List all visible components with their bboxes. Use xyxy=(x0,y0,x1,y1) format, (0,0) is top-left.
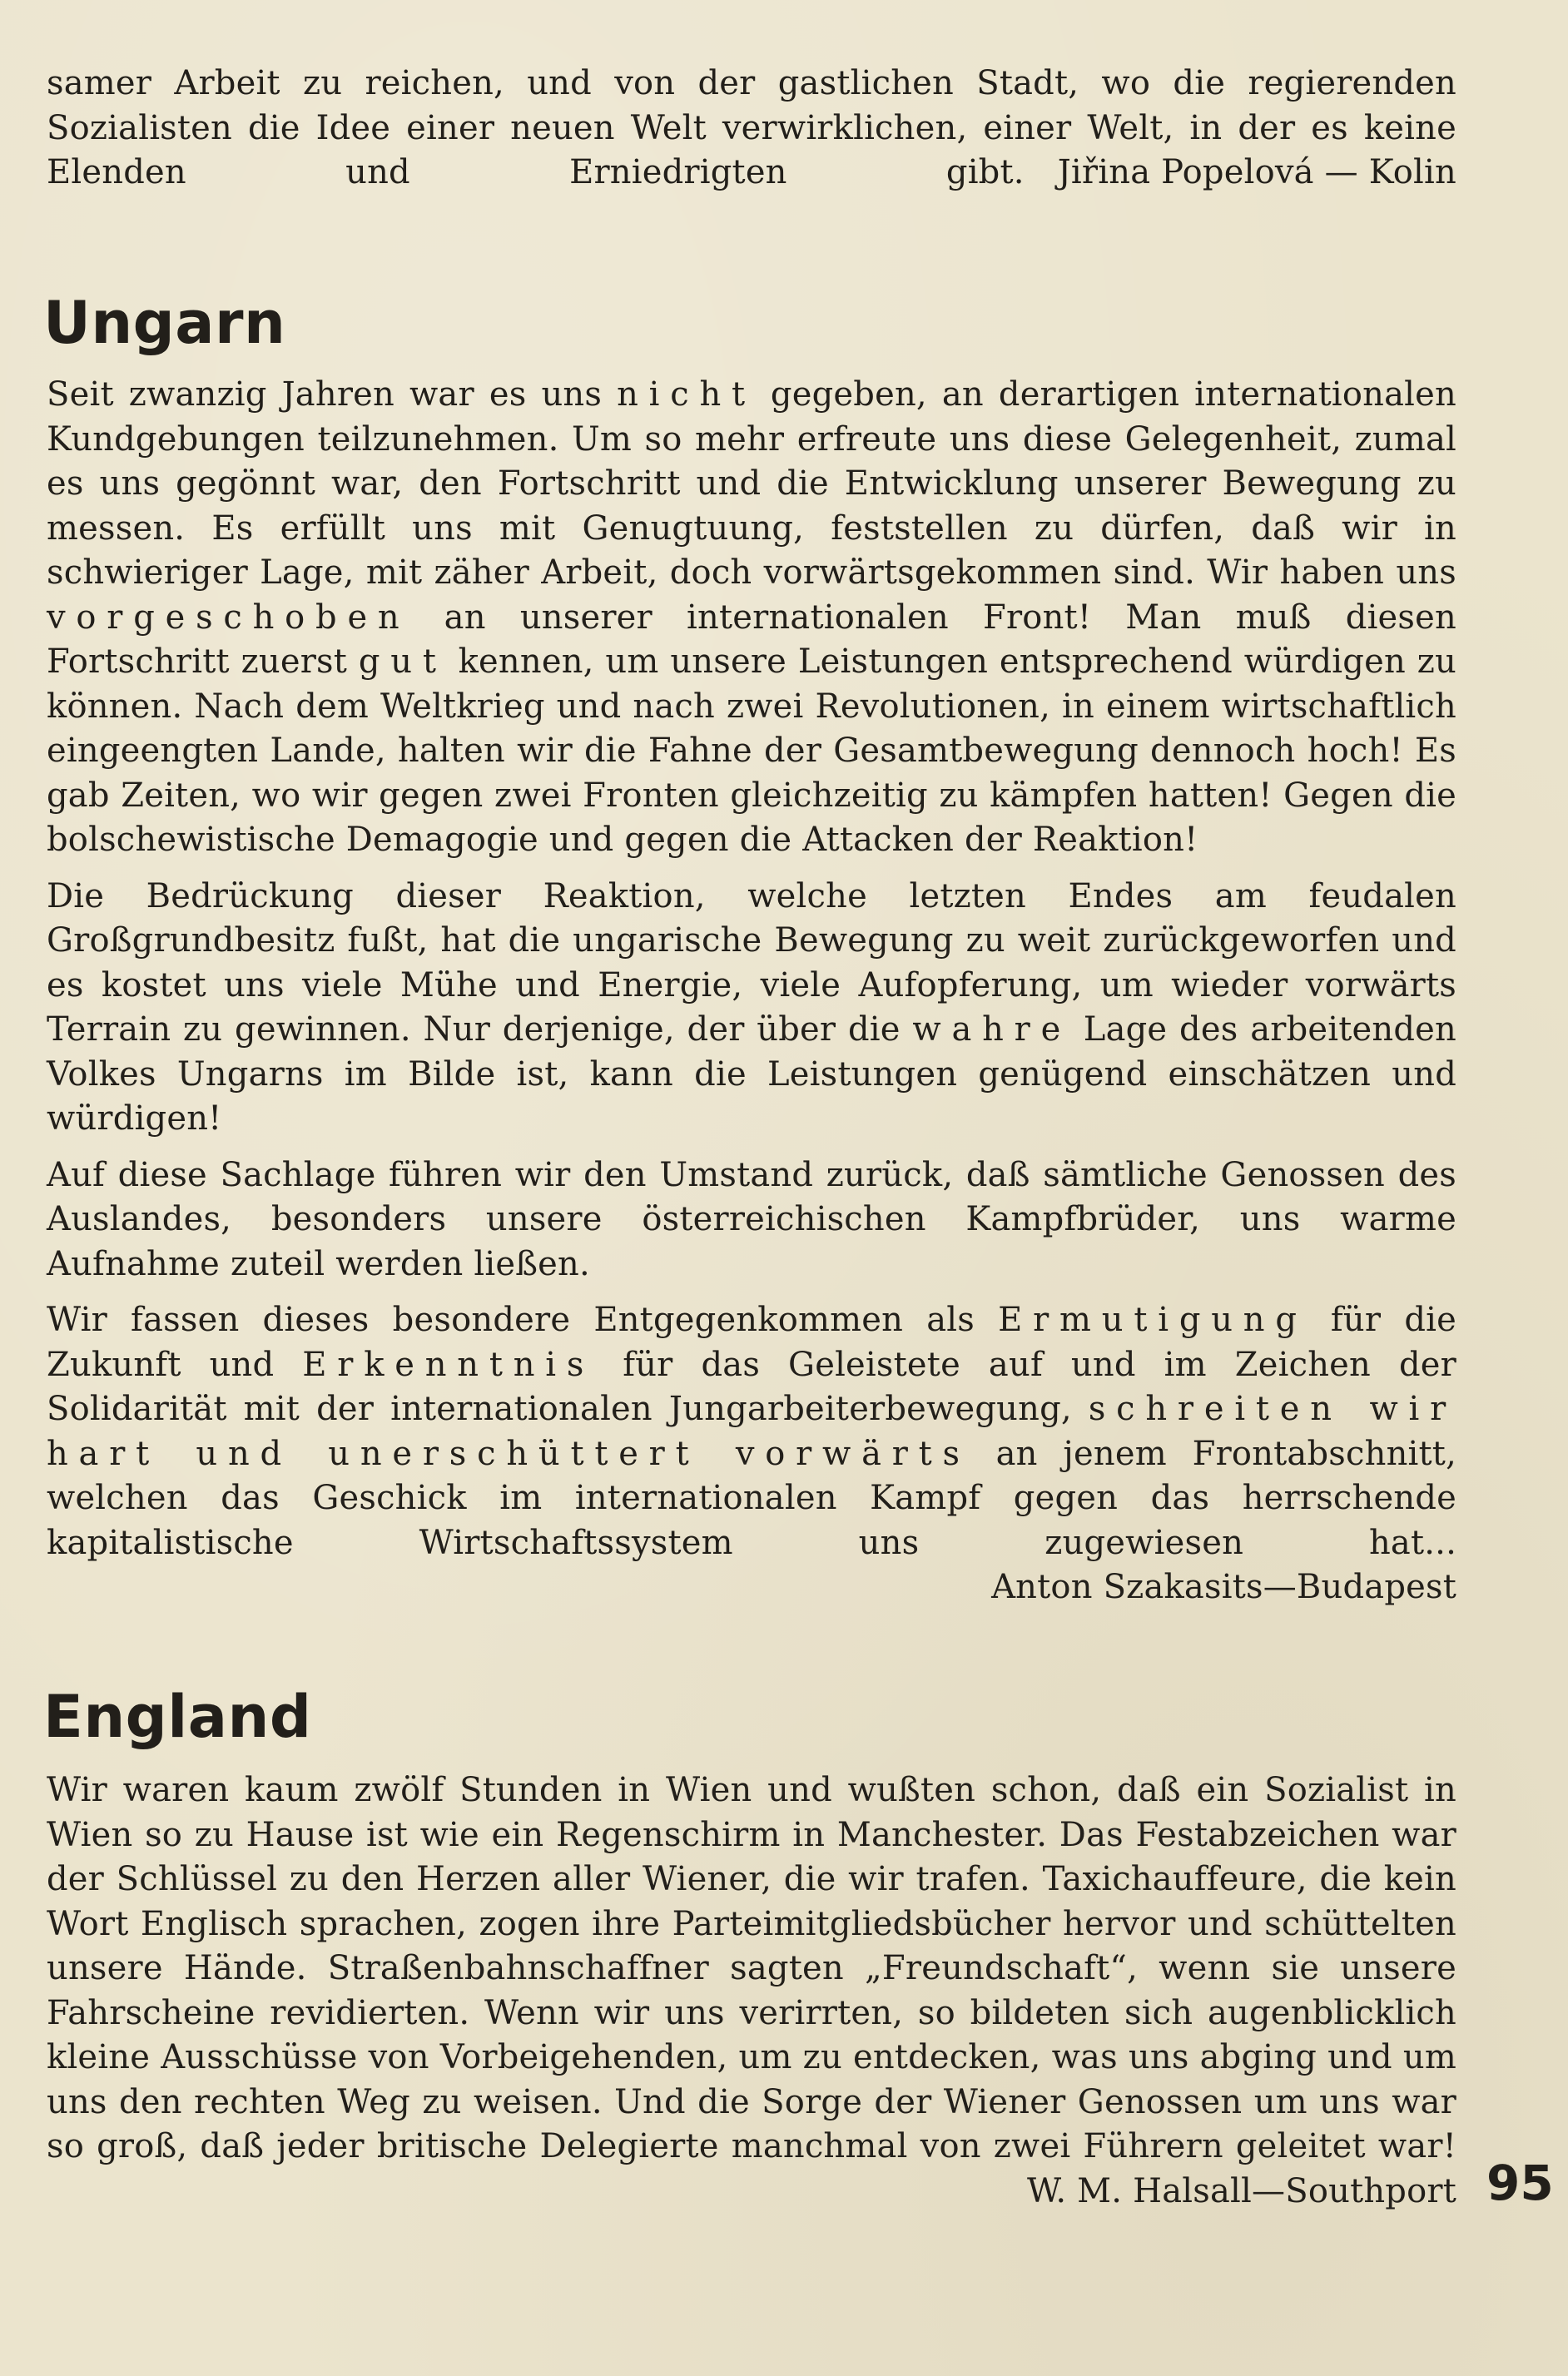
section-title-ungarn: Ungarn xyxy=(43,289,286,357)
intro-section xyxy=(47,62,1456,196)
emphasis-text: schreiten wir hart und unerschüttert vorwärts xyxy=(47,1390,1456,1473)
emphasis-text: wahre xyxy=(912,1010,1072,1049)
ungarn-paragraph-2: Die Bedrückung dieser Reaktion, welche letzten Endes am feudalen Großgrundbesitz fußt, hat die ungarische Bewegung zu weit zurückgeworfen und es kostet uns viele Mühe und Energie, viele Aufopferung, um wieder vorwärts Terrain zu gewinnen. Nur derjenige, der über die wahre Lage des arbeitenden Volkes Ungarns im Bilde ist, kann die Leistungen genügend einschätzen und würdigen! xyxy=(47,876,1456,1138)
ungarn-paragraph-4: Wir fassen dieses besondere Entgegenkommen als Ermutigung für die Zukunft und Erkenntnis für das Geleistete auf und im Zeichen der Solidarität mit der internationalen Jungarbeiterbewegung, schreiten wir hart und unerschüttert vorwärts an jenem Frontabschnitt, welchen das Geschick im internationalen Kampf gegen das herrschende kapitalistische Wirtschaftssystem uns zugewiesen hat... Anton Szakasits—Budapest xyxy=(47,1298,1456,1565)
page-number: 95 xyxy=(1486,2155,1554,2211)
emphasis-text: Ermutigung xyxy=(998,1301,1307,1339)
emphasis-text: gut xyxy=(358,642,447,681)
section-title-england: England xyxy=(43,1683,312,1751)
emphasis-text: Erkenntnis xyxy=(302,1345,595,1384)
england-section xyxy=(47,1768,1456,2214)
england-signature: W. M. Halsall—Southport xyxy=(1027,2171,1456,2210)
intro-paragraph xyxy=(47,62,1456,196)
ungarn-paragraph-1: Seit zwanzig Jahren war es uns nicht gegeben, an derartigen internationalen Kundgebungen teilzunehmen. Um so mehr erfreute uns diese Gelegenheit, zumal es uns gegönnt war, den Fortschritt und die Entwicklung unserer Bewegung zu messen. Es erfüllt uns mit Genugtuung, feststellen zu dürfen, daß wir in schwieriger Lage, mit zäher Arbeit, doch vorwärtsgekommen sind. Wir haben uns vorgeschoben an unserer internationalen Front! Man muß diesen Fortschritt zuerst gut kennen, um unsere Leistungen entsprechend würdigen zu können. Nach dem Weltkrieg und nach zwei Revolutionen, in einem wirtschaftlich eingeengten Lande, halten wir die Fahne der Gesamtbewegung dennoch hoch! Es gab Zeiten, wo wir gegen zwei Fronten gleichzeitig zu kämpfen hatten! Gegen die bolschewistische Demagogie und gegen die Attacken der Reaktion! xyxy=(47,375,1456,859)
intro-signature: Jiřina Popelová — Kolin xyxy=(1057,153,1456,191)
ungarn-section xyxy=(47,373,1456,1610)
england-paragraph: Wir waren kaum zwölf Stunden in Wien und wußten schon, daß ein Sozialist in Wien so zu Hause ist wie ein Regenschirm in Manchester. Das Festabzeichen war der Schlüssel zu den Herzen aller Wiener, die wir trafen. Taxichauffeure, die kein Wort Englisch sprachen, zogen ihre Parteimitgliedsbücher hervor und schüttelten unsere Hände. Straßenbahnschaffner sagten „Freundschaft“, wenn sie unsere Fahrscheine revidierten. Wenn wir uns verirrten, so bildeten sich augenblicklich kleine Ausschüsse von Vorbeigehenden, um zu entdecken, was uns abging und um uns den rechten Weg zu weisen. Und die Sorge der Wiener Genossen um uns war so groß, daß jeder britische Delegierte manchmal von zwei Führern geleitet war! W. M. Halsall—Southport xyxy=(47,1768,1456,2170)
intro-text: samer Arbeit zu reichen, und von der gastlichen Stadt, wo die regierenden Sozialisten die Idee einer neuen Welt verwirklichen, einer Welt, in der es keine Elenden und Erniedrigten gibt. xyxy=(47,64,1456,191)
ungarn-signature: Anton Szakasits—Budapest xyxy=(991,1568,1456,1606)
emphasis-text: nicht xyxy=(617,375,756,414)
ungarn-paragraph-3: Auf diese Sachlage führen wir den Umstand zurück, daß sämtliche Genossen des Auslandes, besonders unsere österreichischen Kampfbrüder, uns warme Aufnahme zuteil werden ließen. xyxy=(47,1155,1456,1283)
emphasis-text: vorgeschoben xyxy=(47,598,410,637)
